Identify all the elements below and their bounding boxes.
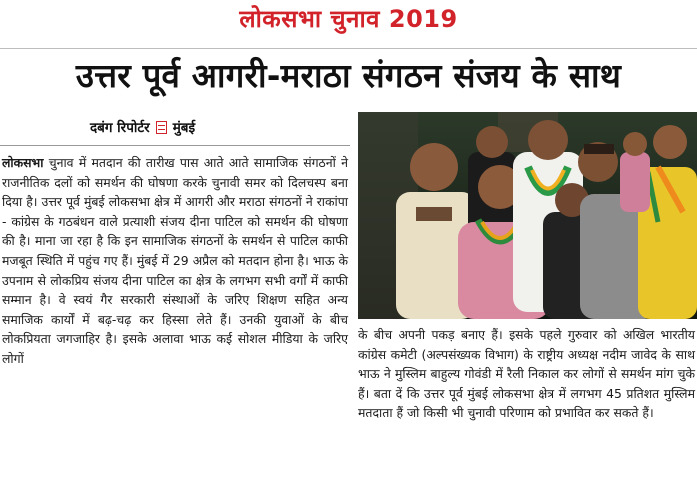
kicker-divider xyxy=(0,48,697,49)
group-photo-illustration xyxy=(358,112,697,319)
byline xyxy=(90,118,195,136)
article-photo xyxy=(358,112,697,319)
lead-word: लोकसभा xyxy=(2,155,44,170)
article-column-right: के बीच अपनी पकड़ बनाए हैं। इसके पहले गुरुवार को अखिल भारतीय कांग्रेस कमेटी (अल्पसंख्यक विभाग) के राष्ट्रीय अध्यक्ष नदीम जावेद के साथ भाऊ ने मुस्लिम बाहुल्य गोवंडी में रैली निकाल कर लोगों से समर्थन मांग चुके हैं। बता दें कि उत्तर पूर्व मुंबई लोकसभा क्षेत्र में लगभग 45 प्रतिशत मुस्लिम मतदाता हैं जो किसी भी चुनावी परिणाम को प्रभावित कर सकते हैं। xyxy=(358,327,695,421)
article-column-left xyxy=(2,153,348,369)
section-kicker: लोकसभा चुनाव 2019 xyxy=(239,5,458,33)
document-icon xyxy=(156,121,167,134)
byline-divider xyxy=(0,145,350,146)
article-headline: उत्तर पूर्व आगरी-मराठा संगठन संजय के साथ xyxy=(75,56,622,95)
article-text-left: चुनाव में मतदान की तारीख पास आते आते सामाजिक संगठनों ने राजनीतिक दलों को समर्थन की घोषणा करके चुनावी समर को दिलचस्प बना दिया है। उत्तर पूर्व मुंबई लोकसभा क्षेत्र में आगरी और मराठा संगठनों ने राकांपा - कांग्रेस के गठबंधन वाले प्रत्याशी संजय दीना पाटिल को समर्थन की घोषणा की है। माना जा रहा है कि इन सामाजिक संगठनों के समर्थन से पाटिल काफी मजबूत स्थिति में पहुंच गए हैं। मुंबई में 29 अप्रैल को मतदान होना है। भाऊ के उपनाम से लोकप्रिय संजय दीना पाटिल का क्षेत्र के लगभग सभी वर्गों में काफी सम्मान है। वे स्वयं गैर सरकारी संस्थाओं के जरिए शिक्षण सहित अन्य समाजिक कार्यों में बढ़-चढ़ कर हिस्सा लेते हैं। उनकी युवाओं के बीच लोकप्रियता जगजाहिर है। इसके अलावा भाऊ कई सोशल मीडिया के जरिए लोगों xyxy=(2,155,348,366)
byline-location: मुंबई xyxy=(172,120,196,136)
byline-reporter: दबंग रिपोर्टर xyxy=(90,120,150,136)
